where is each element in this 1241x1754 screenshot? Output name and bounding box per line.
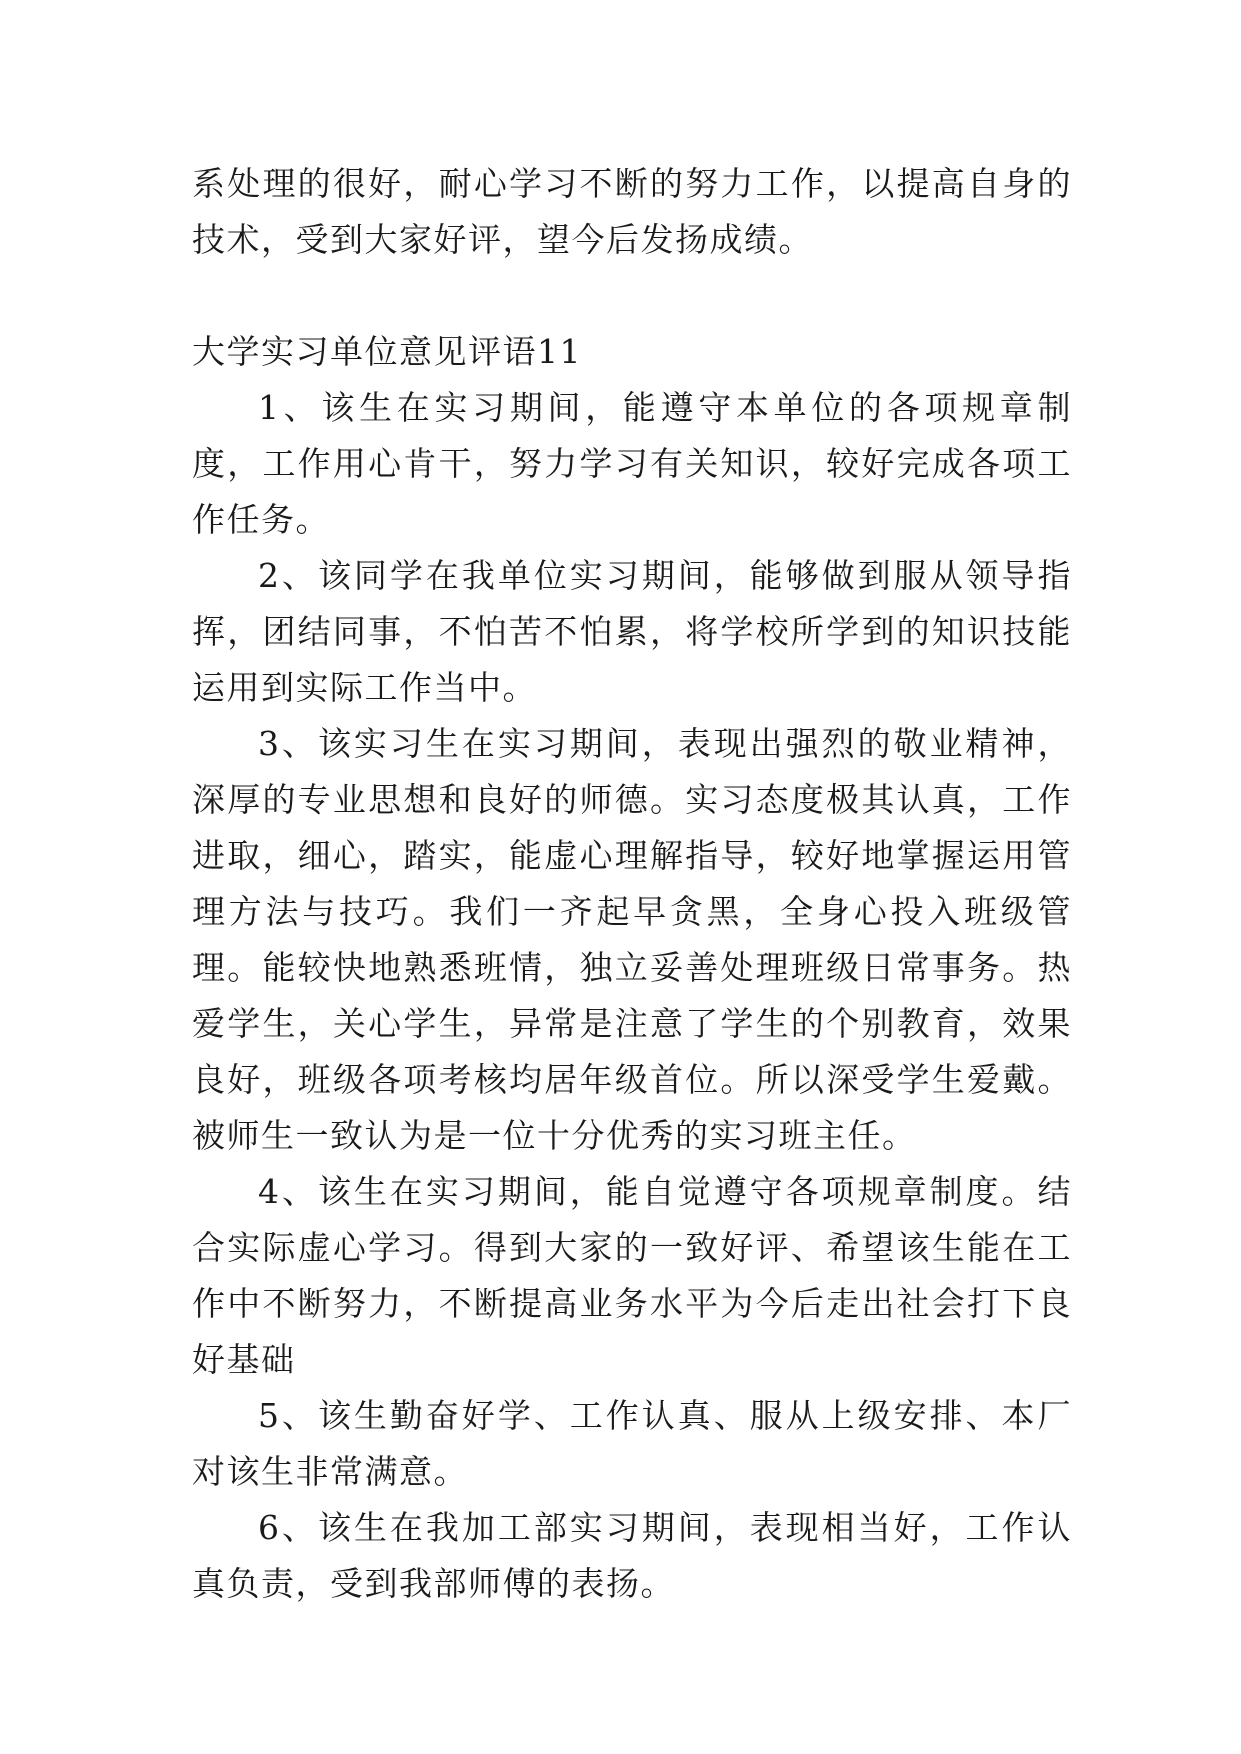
document-body [192, 156, 1072, 1612]
evaluation-list [192, 380, 1072, 1612]
list-item: 5、该生勤奋好学、工作认真、服从上级安排、本厂对该生非常满意。 [192, 1396, 1072, 1491]
list-item: 1、该生在实习期间，能遵守本单位的各项规章制度，工作用心肯干，努力学习有关知识，较好完成各项工作任务。 [192, 388, 1072, 539]
list-item: 3、该实习生在实习期间，表现出强烈的敬业精神，深厚的专业思想和良好的师德。实习态度极其认真，工作进取，细心，踏实，能虚心理解指导，较好地掌握运用管理方法与技巧。我们一齐起早贪黑，全身心投入班级管理。能较快地熟悉班情，独立妥善处理班级日常事务。热爱学生，关心学生，异常是注意了学生的个别教育，效果良好，班级各项考核均居年级首位。所以深受学生爱戴。被师生一致认为是一位十分优秀的实习班主任。 [192, 724, 1072, 1155]
list-item: 2、该同学在我单位实习期间，能够做到服从领导指挥，团结同事，不怕苦不怕累，将学校所学到的知识技能运用到实际工作当中。 [192, 556, 1072, 707]
section-title: 大学实习单位意见评语11 [192, 332, 582, 371]
list-item: 6、该生在我加工部实习期间，表现相当好，工作认真负责，受到我部师傅的表扬。 [192, 1508, 1072, 1603]
intro-paragraph: 系处理的很好，耐心学习不断的努力工作，以提高自身的技术，受到大家好评，望今后发扬成绩。 [192, 164, 1072, 259]
list-item: 4、该生在实习期间，能自觉遵守各项规章制度。结合实际虚心学习。得到大家的一致好评、希望该生能在工作中不断努力，不断提高业务水平为今后走出社会打下良好基础 [192, 1172, 1072, 1379]
